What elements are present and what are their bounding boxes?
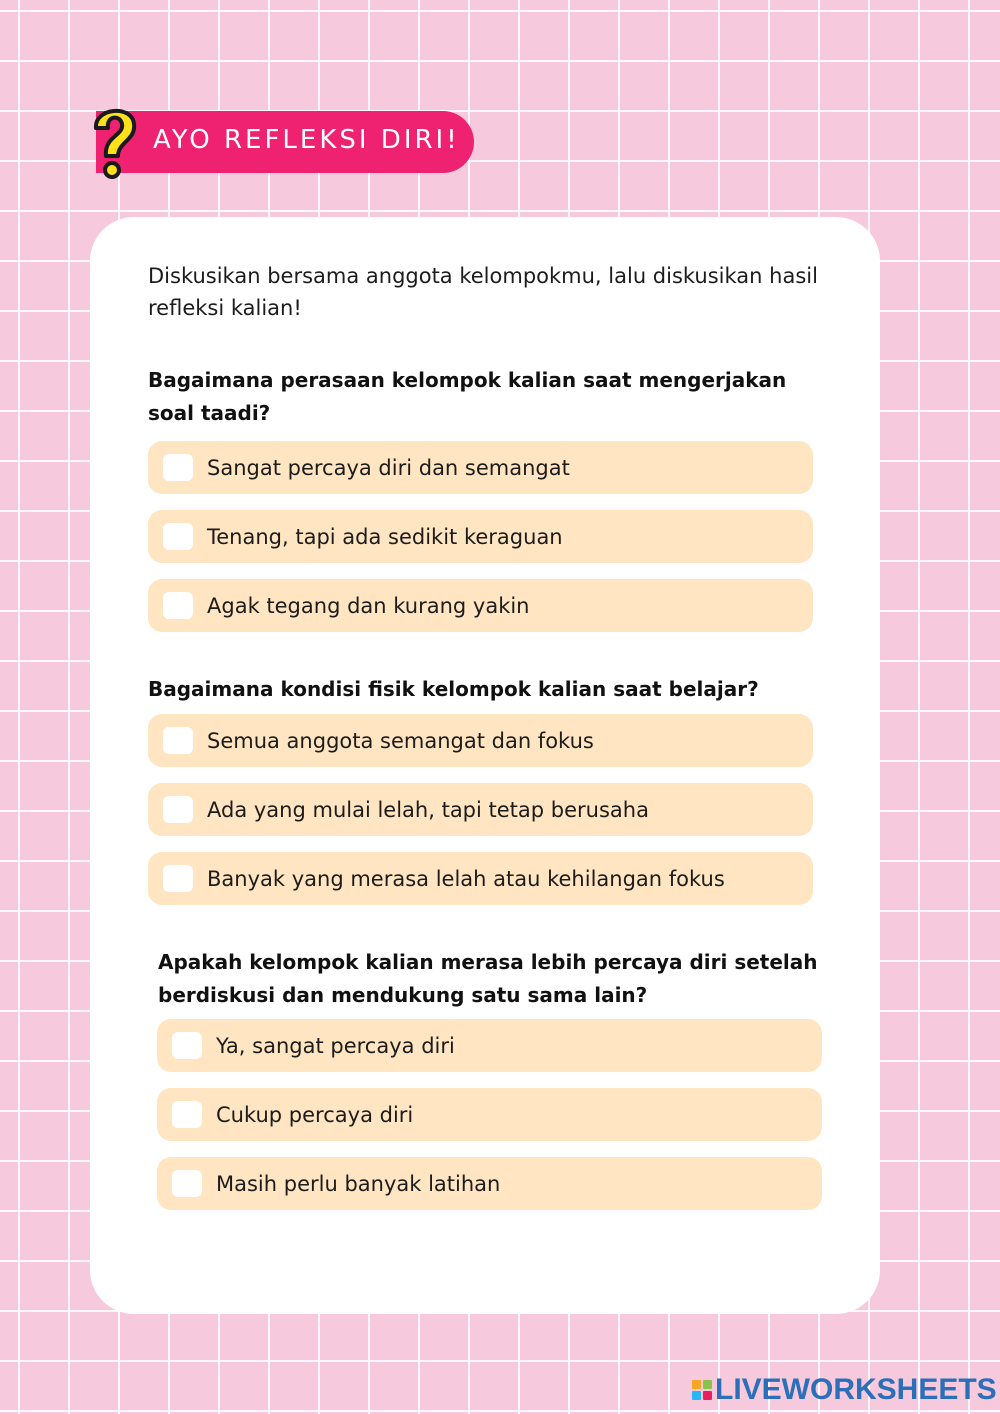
option-q2-2[interactable] (148, 783, 813, 836)
liveworksheets-logo[interactable] (692, 1373, 997, 1407)
option-q3-3[interactable] (157, 1157, 822, 1210)
logo-text: LIVEWORKSHEETS (715, 1373, 997, 1406)
option-label: Masih perlu banyak latihan (216, 1171, 501, 1196)
checkbox[interactable] (163, 523, 193, 550)
page-title: AYO REFLEKSI DIRI! (153, 125, 460, 155)
option-q1-2[interactable] (148, 510, 813, 563)
option-label: Tenang, tapi ada sedikit keraguan (207, 524, 563, 549)
question-2: Bagaimana kondisi fisik kelompok kalian saat belajar? (148, 677, 759, 701)
logo-blocks-icon (692, 1380, 712, 1400)
question-3: Apakah kelompok kalian merasa lebih percaya diri setelah berdiskusi dan mendukung satu sama lain? (158, 950, 818, 1007)
option-label: Sangat percaya diri dan semangat (207, 455, 570, 480)
option-q1-1[interactable] (148, 441, 813, 494)
checkbox[interactable] (163, 727, 193, 754)
option-label: Ada yang mulai lelah, tapi tetap berusaha (207, 797, 649, 822)
intro-text: Diskusikan bersama anggota kelompokmu, lalu diskusikan hasil refleksi kalian! (148, 264, 818, 320)
checkbox[interactable] (172, 1032, 202, 1059)
option-q1-3[interactable] (148, 579, 813, 632)
checkbox[interactable] (163, 454, 193, 481)
question-mark-icon (82, 98, 146, 186)
option-label: Banyak yang merasa lelah atau kehilangan fokus (207, 866, 725, 891)
option-q2-3[interactable] (148, 852, 813, 905)
checkbox[interactable] (163, 796, 193, 823)
checkbox[interactable] (172, 1170, 202, 1197)
option-label: Agak tegang dan kurang yakin (207, 593, 530, 618)
question-1: Bagaimana perasaan kelompok kalian saat mengerjakan soal taadi? (148, 368, 787, 425)
checkbox[interactable] (172, 1101, 202, 1128)
option-label: Semua anggota semangat dan fokus (207, 728, 594, 753)
option-label: Cukup percaya diri (216, 1102, 414, 1127)
checkbox[interactable] (163, 865, 193, 892)
option-q3-2[interactable] (157, 1088, 822, 1141)
option-label: Ya, sangat percaya diri (216, 1033, 455, 1058)
checkbox[interactable] (163, 592, 193, 619)
option-q3-1[interactable] (157, 1019, 822, 1072)
option-q2-1[interactable] (148, 714, 813, 767)
